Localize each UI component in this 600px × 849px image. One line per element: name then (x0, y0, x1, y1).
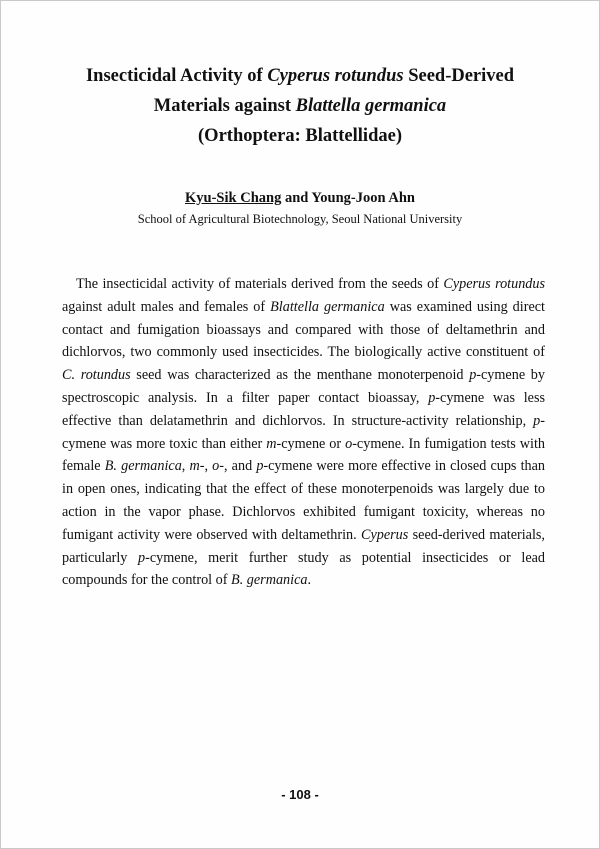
abstract-text: -cymene, merit further study as potential insecticides or lead compounds for the control of (62, 549, 546, 589)
abstract-italic: o (345, 435, 353, 452)
author-1: Kyu-Sik Chang (185, 190, 282, 206)
author-2: Young-Joon Ahn (311, 190, 415, 206)
abstract-text: , (181, 458, 190, 475)
abstract-text: against adult males and females of (62, 298, 271, 315)
page-number: - 108 - (281, 787, 319, 802)
abstract-text: -cymene were more effective in closed cups than in open ones, indicating that the effect of these monoterpenoids was largely due to action in the vapor phase. Dichlorvos exhibited fumigant toxicity, whereas no fumigant activity were observed with deltamethrin. (62, 458, 546, 543)
paper-title (40, 61, 560, 151)
abstract-italic: o (212, 458, 220, 475)
abstract-italic: Cyperus rotundus (443, 276, 546, 292)
authors (40, 190, 560, 207)
abstract (62, 273, 545, 592)
abstract-italic: C. rotundus (62, 367, 131, 384)
abstract-text: seed-derived materials, particularly (62, 526, 545, 566)
abstract-text: -cymene or (276, 435, 346, 452)
affiliation: School of Agricultural Biotechnology, Seoul National University (137, 212, 463, 226)
abstract-italic: B. germanica (104, 458, 182, 475)
abstract-text: -cymene was less effective than delatamethrin and dichlorvos. In structure-activity relationship, (62, 389, 546, 429)
author-conjunction: and (281, 190, 312, 206)
abstract-italic: Cyperus (361, 526, 409, 543)
abstract-italic: p (138, 549, 146, 566)
title-line-2 (40, 91, 560, 121)
title-line-3: (Orthoptera: Blattellidae) (198, 126, 402, 146)
abstract-italic: m (189, 458, 200, 475)
abstract-text: -, and (219, 458, 257, 475)
title-species: Cyperus rotundus (267, 66, 404, 86)
abstract-italic: p (533, 412, 541, 429)
abstract-text: -cymene by spectroscopic analysis. In a filter paper contact bioassay, (62, 367, 545, 406)
abstract-text: -cymene was more toxic than either (62, 412, 545, 452)
abstract-text: -cymene. In fumigation tests with female (62, 435, 545, 475)
abstract-italic: p (256, 458, 264, 475)
abstract-italic: p (428, 389, 436, 406)
abstract-text: . (307, 572, 312, 589)
abstract-text: seed was characterized as the menthane monoterpenoid (130, 367, 470, 384)
abstract-italic: p (469, 367, 477, 384)
abstract-text: -, (199, 458, 213, 475)
abstract-italic: B. germanica (231, 572, 308, 589)
abstract-text: was examined using direct contact and fumigation bioassays and compared with those of deltamethrin and dichlorvos, two commonly used insecticides. The biologically active constituent of (62, 298, 545, 361)
title-species: Blattella germanica (295, 96, 447, 116)
abstract-italic: Blattella germanica (270, 298, 385, 315)
abstract-italic: m (266, 435, 277, 452)
title-text: Insecticidal Activity of (85, 66, 268, 86)
abstract-text: The insecticidal activity of materials derived from the seeds of (76, 276, 444, 292)
title-text: Materials against (153, 96, 296, 116)
title-text: Seed-Derived (403, 66, 515, 86)
title-line-1 (40, 61, 560, 91)
